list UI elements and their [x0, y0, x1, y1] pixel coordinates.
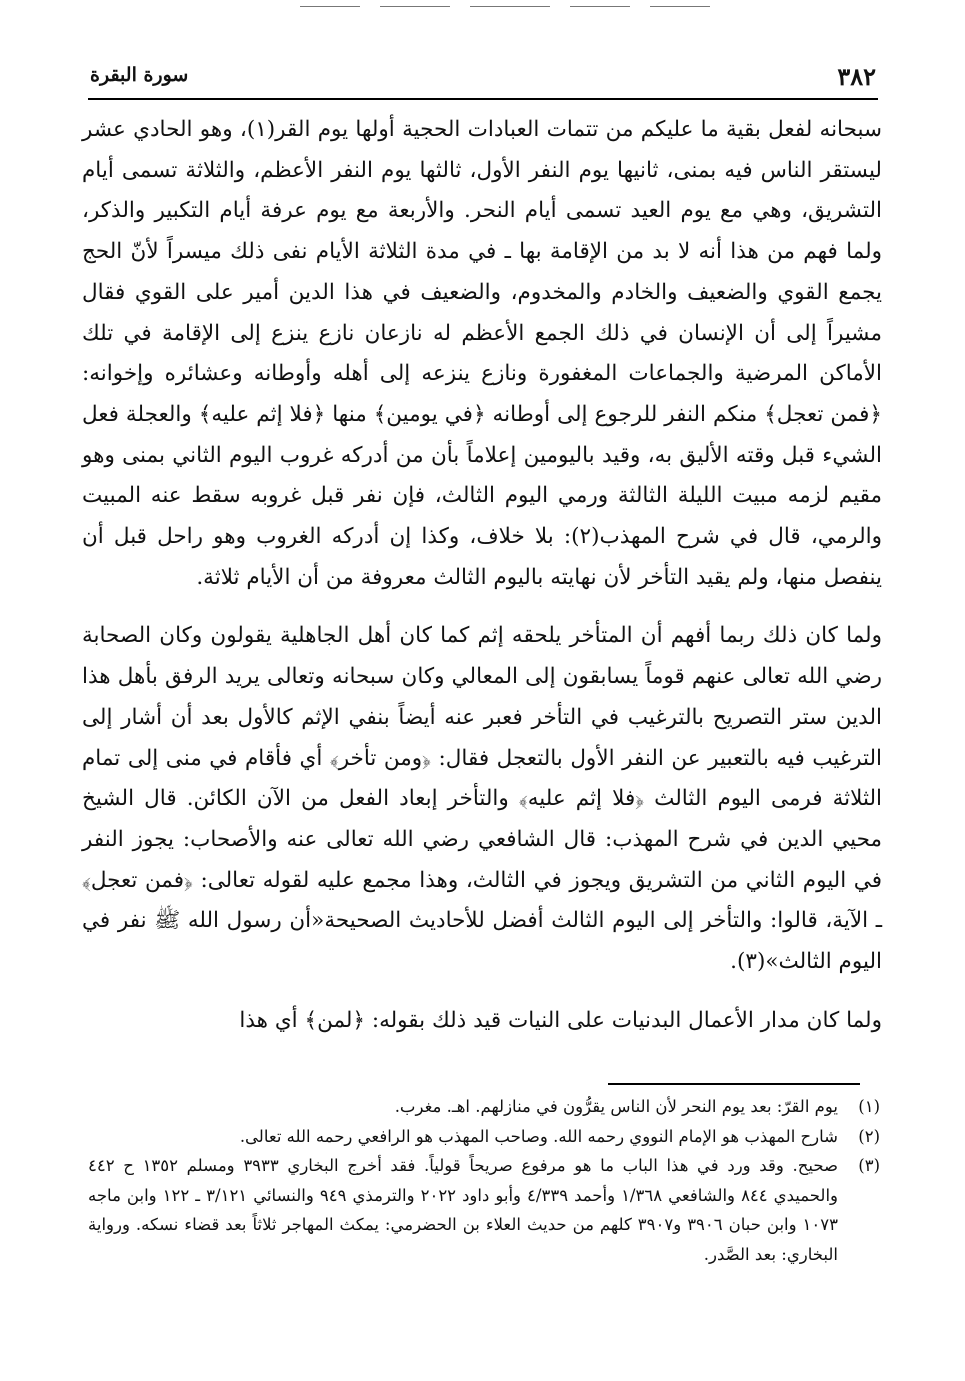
- surah-title: سورة البقرة: [90, 64, 189, 86]
- footnote-text: يوم القرّ: بعد يوم النحر لأن الناس يقرُّون في منازلهم. اهـ. مغرب.: [394, 1097, 838, 1116]
- scan-top-marks: [300, 6, 720, 10]
- footnote-text: صحيح. وقد ورد في هذا الباب ما هو مرفوع صريحاً قولياً. فقد أخرج البخاري ٣٩٣٣ ومسلم ١٣٥٢ ح ٤٤٢ والحميدي ٨٤٤ والشافعي ١/٣٦٨ وأحمد ٤/٣٣٩ وأبو داود ٢٠٢٢ والترمذي ٩٤٩ والنسائي ٣/١٢١ ـ ١٢٢ وابن ماجه ١٠٧٣ وابن حبان ٣٩٠٦ و٣٩٠٧ كلهم من حديث العلاء بن الحضرمي: يمكث المهاجر ثلاثاً بعد قضاء نسكه. ورواية البخاري: بعد الصَّدر.: [88, 1156, 839, 1264]
- footnote-number: (٣): [858, 1156, 880, 1175]
- header-rule: [88, 98, 878, 100]
- footnotes: [88, 1092, 880, 1269]
- page-number: ٣٨٢: [837, 62, 876, 91]
- main-text: [82, 110, 882, 1041]
- page-header: [88, 60, 878, 96]
- footnote-number: (١): [858, 1097, 880, 1116]
- paragraph: ولما كان ذلك ربما أفهم أن المتأخر يلحقه إثم كما كان أهل الجاهلية يقولون وكان الصحابة رضي الله تعالى عنهم قوماً يسابقون إلى المعالي وكان سبحانه وتعالى يريد الرفق بأهل هذا الدين ستر التصريح بالترغيب في التأخر فعبر عنه أيضاً بنفي الإثم كالأول بعد أن أشار إلى الترغيب فيه بالتعبير عن النفر الأول بالتعجل فقال: ﴿ومن تأخر﴾ أي فأقام في منى إلى تمام الثلاثة فرمى اليوم الثالث ﴿فلا إثم عليه﴾ والتأخر إبعاد الفعل من الآن الكائن. قال الشيخ محيي الدين في شرح المهذب: قال الشافعي رضي الله تعالى عنه والأصحاب: يجوز النفر في اليوم الثاني من التشريق ويجوز في الثالث، وهذا مجمع عليه لقوله تعالى: ﴿فمن تعجل﴾ ـ الآية، قالوا: والتأخر إلى اليوم الثالث أفضل للأحاديث الصحيحة«أن رسول الله ﷺ نفر في اليوم الثالث»(٣).: [82, 623, 882, 975]
- footnote: [88, 1151, 880, 1269]
- paragraph: سبحانه لفعل بقية ما عليكم من تتمات العبادات الحجية أولها يوم القر(١)، وهو الحادي عشر ليستقر الناس فيه بمنى، ثانيها يوم النفر الأول، ثالثها يوم النفر الأعظم، والثلاثة تسمى أيام التشريق، وهي مع يوم العيد تسمى أيام النحر. والأربعة مع يوم عرفة أيام التكبير والذكر، ولما فهم من هذا أنه لا بد من الإقامة بها ـ في مدة الثلاثة الأيام نفى ذلك ميسراً لأنّ الحج يجمع القوي والضعيف والخادم والمخدوم، والضعيف في هذا الدين أمير على القوي فقال مشيراً إلى أن الإنسان في ذلك الجمع الأعظم له نازعان نازع ينزع إلى الإقامة في تلك الأماكن المرضية والجماعات المغفورة ونازع ينزعه إلى أهله وأوطانه وعشائره وإخوانه: ﴿فمن تعجل﴾ منكم النفر للرجوع إلى أوطانه ﴿في يومين﴾ منها ﴿فلا إثم عليه﴾ والعجلة فعل الشيء قبل وقته الأليق به، وقيد باليومين إعلاماً بأن من أدركه غروب اليوم الثاني بمنى وهو مقيم لزمه مبيت الليلة الثالثة ورمي اليوم الثالث، فإن نفر قبل غروبه سقط عنه المبيت والرمي، قال في شرح المهذب(٢): بلا خلاف، وكذا إن أدركه الغروب وهو راحل قبل أن ينفصل منها، ولم يقيد التأخر لأن نهايته باليوم الثالث معروفة من أن الأيام ثلاثة.: [82, 117, 882, 590]
- footnote: [88, 1122, 880, 1152]
- footnote-text: شارح المهذب هو الإمام النووي رحمه الله. وصاحب المهذب هو الرافعي رحمه الله تعالى.: [239, 1126, 838, 1146]
- paragraph: ولما كان مدار الأعمال البدنيات على النيات قيد ذلك بقوله: ﴿لمن﴾ أي هذا: [239, 1007, 882, 1033]
- footnote: [88, 1092, 880, 1122]
- footnote-separator: [608, 1083, 860, 1085]
- footnote-number: (٢): [858, 1126, 880, 1146]
